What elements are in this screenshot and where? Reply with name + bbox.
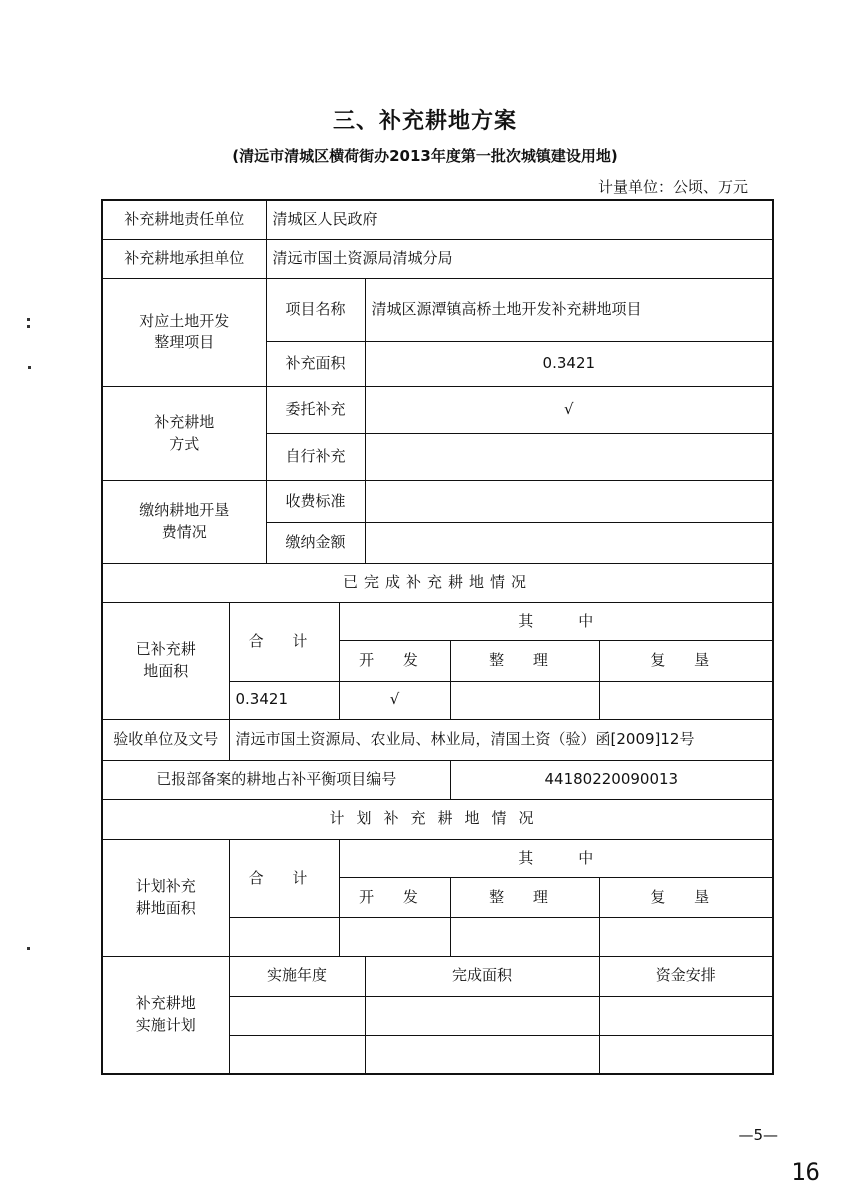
completed-among-row <box>102 603 773 641</box>
project-area-label: 补充面积 <box>266 342 365 386</box>
completed-area-label <box>102 603 229 720</box>
completed-total-label: 合 计 <box>229 603 339 682</box>
responsible-row <box>102 200 773 239</box>
project-name-value: 清城区源潭镇高桥土地开发补充耕地项目 <box>365 279 773 342</box>
fee-standard-value <box>365 481 773 522</box>
planned-header: 计划补充耕地情况 <box>102 799 773 839</box>
stamp-number: 16 <box>791 1158 820 1186</box>
method-self-value <box>365 434 773 481</box>
planned-arrange-value <box>450 918 599 956</box>
planned-total-label: 合 计 <box>229 839 339 918</box>
plan-area-label: 完成面积 <box>365 956 599 996</box>
page-title: 三、补充耕地方案 <box>332 109 517 134</box>
acceptance-value: 清远市国土资源局、农业局、林业局，清国土资（验）函[2009]12号 <box>229 719 773 760</box>
project-area-value: 0.3421 <box>365 342 773 386</box>
project-name-row <box>102 279 773 342</box>
planned-arrange-label: 整 理 <box>450 878 599 918</box>
project-label <box>102 279 266 387</box>
method-entrust-value: √ <box>365 386 773 433</box>
planned-among-row <box>102 839 773 877</box>
planned-develop-label: 开 发 <box>339 878 450 918</box>
completed-arrange-label: 整 理 <box>450 641 599 681</box>
record-value: 44180220090013 <box>450 761 773 799</box>
completed-header: 已完成补充耕地情况 <box>102 563 773 602</box>
unit-note: 计量单位：公顷、万元 <box>597 178 748 196</box>
undertaker-row <box>102 239 773 278</box>
completed-area-label-text: 已补充耕地面积 <box>135 640 196 681</box>
page-subtitle: (清远市清城区横荷街办2013年度第一批次城镇建设用地) <box>232 147 618 165</box>
fee-standard-label: 收费标准 <box>266 481 365 522</box>
planned-among-label: 其 中 <box>339 839 773 877</box>
method-entrust-row <box>102 386 773 433</box>
project-name-label: 项目名称 <box>266 279 365 342</box>
plan-fund-cell <box>599 1036 773 1074</box>
undertaker-label: 补充耕地承担单位 <box>102 239 266 278</box>
planned-total-value <box>229 918 339 956</box>
undertaker-value: 清远市国土资源局清城分局 <box>266 239 773 278</box>
project-label-text: 对应土地开发整理项目 <box>139 311 230 352</box>
scan-speck <box>27 318 30 321</box>
completed-total-value: 0.3421 <box>229 681 339 719</box>
record-label: 已报部备案的耕地占补平衡项目编号 <box>102 761 450 799</box>
completed-reclaim-label: 复 垦 <box>599 641 773 681</box>
planned-header-row <box>102 799 773 839</box>
scan-speck <box>28 366 31 369</box>
plan-label <box>102 956 229 1074</box>
fee-label <box>102 481 266 564</box>
acceptance-row <box>102 719 773 760</box>
fee-amount-label: 缴纳金额 <box>266 522 365 563</box>
record-row <box>102 761 773 799</box>
planned-area-label-text: 计划补充耕地面积 <box>135 876 196 917</box>
completed-arrange-value <box>450 681 599 719</box>
method-entrust-label: 委托补充 <box>266 386 365 433</box>
plan-fund-cell <box>599 996 773 1035</box>
supplement-plan-table <box>101 199 774 1075</box>
fee-standard-row <box>102 481 773 522</box>
planned-area-label <box>102 839 229 956</box>
planned-develop-value <box>339 918 450 956</box>
plan-area-cell <box>365 996 599 1035</box>
completed-develop-value: √ <box>339 681 450 719</box>
fee-label-text: 缴纳耕地开垦费情况 <box>139 501 230 542</box>
completed-reclaim-value <box>599 681 773 719</box>
completed-header-row <box>102 563 773 602</box>
fee-amount-value <box>365 522 773 563</box>
plan-fund-label: 资金安排 <box>599 956 773 996</box>
method-label <box>102 386 266 481</box>
responsible-value: 清城区人民政府 <box>266 200 773 239</box>
plan-header-row <box>102 956 773 996</box>
planned-reclaim-value <box>599 918 773 956</box>
method-self-label: 自行补充 <box>266 434 365 481</box>
planned-reclaim-label: 复 垦 <box>599 878 773 918</box>
scan-speck <box>27 325 30 328</box>
plan-area-cell <box>365 1036 599 1074</box>
plan-year-cell <box>229 996 365 1035</box>
completed-among-label: 其 中 <box>339 603 773 641</box>
plan-year-label: 实施年度 <box>229 956 365 996</box>
acceptance-label: 验收单位及文号 <box>102 719 229 760</box>
scan-speck <box>27 947 30 950</box>
completed-develop-label: 开 发 <box>339 641 450 681</box>
method-label-text: 补充耕地方式 <box>154 412 215 453</box>
page-number: —5— <box>738 1126 778 1144</box>
plan-year-cell <box>229 1036 365 1074</box>
responsible-label: 补充耕地责任单位 <box>102 200 266 239</box>
plan-label-text: 补充耕地实施计划 <box>135 994 196 1034</box>
